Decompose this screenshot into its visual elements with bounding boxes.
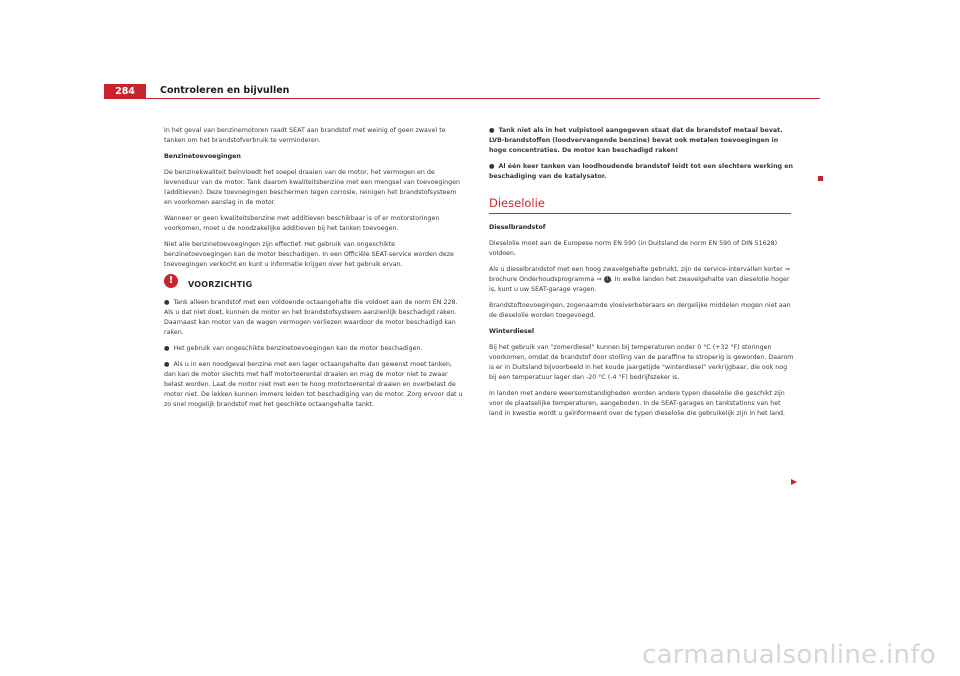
bullet-icon: ● — [164, 345, 170, 352]
section-end-marker — [818, 176, 823, 181]
sulfur-text-a: Als u dieselbrandstof met een hoog zwavelgehalte gebruikt, zijn de service-intervallen korter ⇒ brochure Onderhoudsprogramma ⇒ — [489, 266, 791, 283]
bullet-icon: ● — [164, 361, 170, 368]
additives-heading: Benzinetoevoegingen — [164, 153, 241, 160]
warning-bullet — [164, 360, 464, 410]
left-column — [164, 126, 464, 416]
section-title: Controleren en bijvullen — [160, 85, 290, 96]
warning-header — [164, 275, 464, 294]
warning-bullet-text: Als u in een noodgeval benzine met een lager octaangehalte dan gewenst moet tanken, dan kan de motor slechts met half motortoerental draaien en mag de motor niet te zwaar belast worden. Laat de motor niet met een te hoog motortoerental draaien en overbelast de motor niet. De lekken kunnen immers leiden tot beschadiging van de motor. Zorg ervoor dat u zo snel mogelijk brandstof met het geschikte octaangehalte tankt. — [164, 361, 463, 408]
warning-bullet — [164, 298, 464, 338]
winter-heading: Winterdiesel — [489, 328, 535, 335]
diesel-title-divider — [489, 213, 791, 214]
intro-paragraph: In het geval van benzinemotoren raadt SEAT aan brandstof met weinig of geen zwavel te tanken om het brandstofverbruik te verminderen. — [164, 127, 446, 144]
fuel-norm-paragraph: Dieselolie moet aan de Europese norm EN 590 (in Duitsland de norm EN 590 of DIN 51628) voldoen. — [489, 240, 778, 257]
bullet-icon: ● — [164, 299, 170, 306]
additives-paragraph-3: Niet alle benzinetoevoegingen zijn effectief. Het gebruik van ongeschikte benzinetoevoegingen kan de motor beschadigen. In een Officiële SEAT-service worden deze toevoegingen verkocht en kunt u informatie krijgen over het gebruik ervan. — [164, 241, 454, 268]
bullet-icon: ● — [489, 127, 495, 134]
leaded-fuel-bullet — [489, 162, 795, 182]
right-column — [489, 126, 795, 425]
fuel-heading: Dieselbrandstof — [489, 224, 546, 231]
bullet-text: Al één keer tanken van loodhoudende brandstof leidt tot een slechtere werking en beschadiging van de katalysator. — [489, 163, 794, 180]
sulfur-text-b: . In welke landen het zwavelgehalte van dieselolie hoger is, kunt u uw SEAT-garage vragen. — [489, 276, 790, 293]
watermark: carmanualsonline.info — [641, 640, 936, 670]
bullet-icon: ● — [489, 163, 495, 170]
bullet-text: Tank niet als in het vulpistool aangegeven staat dat de brandstof metaal bevat. LVB-brandstoffen (loodvervangende benzine) bevat ook metalen toevoegingen in hoge concentraties. De motor kan beschadigd raken! — [489, 127, 783, 154]
winter-paragraph-2: In landen met andere weersomstandigheden worden andere typen dieselolie die geschikt zijn voor de plaatselijke temperaturen, aangeboden. In de SEAT-garages en tankstations van het land in kwestie wordt u geïnformeerd over de typen dieselolie die gebruikelijk zijn in het land. — [489, 390, 786, 417]
additives-paragraph-2: Wanneer er geen kwaliteitsbenzine met additieven beschikbaar is of er motorstoringen voorkomen, moet u de noodzakelijke additieven bij het tanken toevoegen. — [164, 215, 440, 232]
warning-icon: ! — [164, 274, 178, 288]
metal-fuel-bullet — [489, 126, 795, 156]
additives-paragraph-1: De benzinekwaliteit beïnvloedt het soepel draaien van de motor, het vermogen en de levensduur van de motor. Tank daarom kwaliteitsbenzine met een mengsel van toevoegingen (additieven). Deze toevoegingen beschermen tegen corrosie, reinigen het brandstofsysteem en voorkomen aanslag in de motor. — [164, 169, 461, 206]
warning-title: VOORZICHTIG — [188, 280, 253, 289]
warning-bullet — [164, 344, 464, 354]
sulfur-paragraph — [489, 265, 795, 295]
warning-bullet-text: Tank alleen brandstof met een voldoende octaangehalte die voldoet aan de norm EN 228. Als u dat niet doet, kunnen de motor en het brandstofsysteem aanzienlijk beschadigd raken. Daarnaast kan motor van de wagen vermogen verliezen waardoor de motor beschadigd kan raken. — [164, 299, 458, 336]
continue-arrow-icon[interactable] — [791, 479, 797, 485]
warning-bullet-text: Het gebruik van ongeschikte benzinetoevoegingen kan de motor beschadigen. — [173, 345, 423, 352]
diesel-section-title: Dieselolie — [489, 196, 545, 210]
additives-diesel-paragraph: Brandstoftoevoegingen, zogenaamde vloeiverbeteraars en dergelijke middelen mogen niet aan de dieselolie worden toegevoegd. — [489, 302, 791, 319]
header-divider — [104, 98, 820, 99]
winter-paragraph-1: Bij het gebruik van "zomerdiesel" kunnen bij temperaturen onder 0 °C (+32 °F) storingen voorkomen, omdat de brandstof door stolling van de paraffine te stroperig is geworden. Daarom is er in Duitsland bijvoorbeeld in het koude jaargetijde "winterdiesel" verkrijgbaar, die ook nog bij een temperatuur lager dan -20 °C (-4 °F) bedrijfszeker is. — [489, 344, 794, 381]
page-number: 284 — [104, 84, 146, 98]
info-reference-icon[interactable]: i — [604, 276, 611, 283]
